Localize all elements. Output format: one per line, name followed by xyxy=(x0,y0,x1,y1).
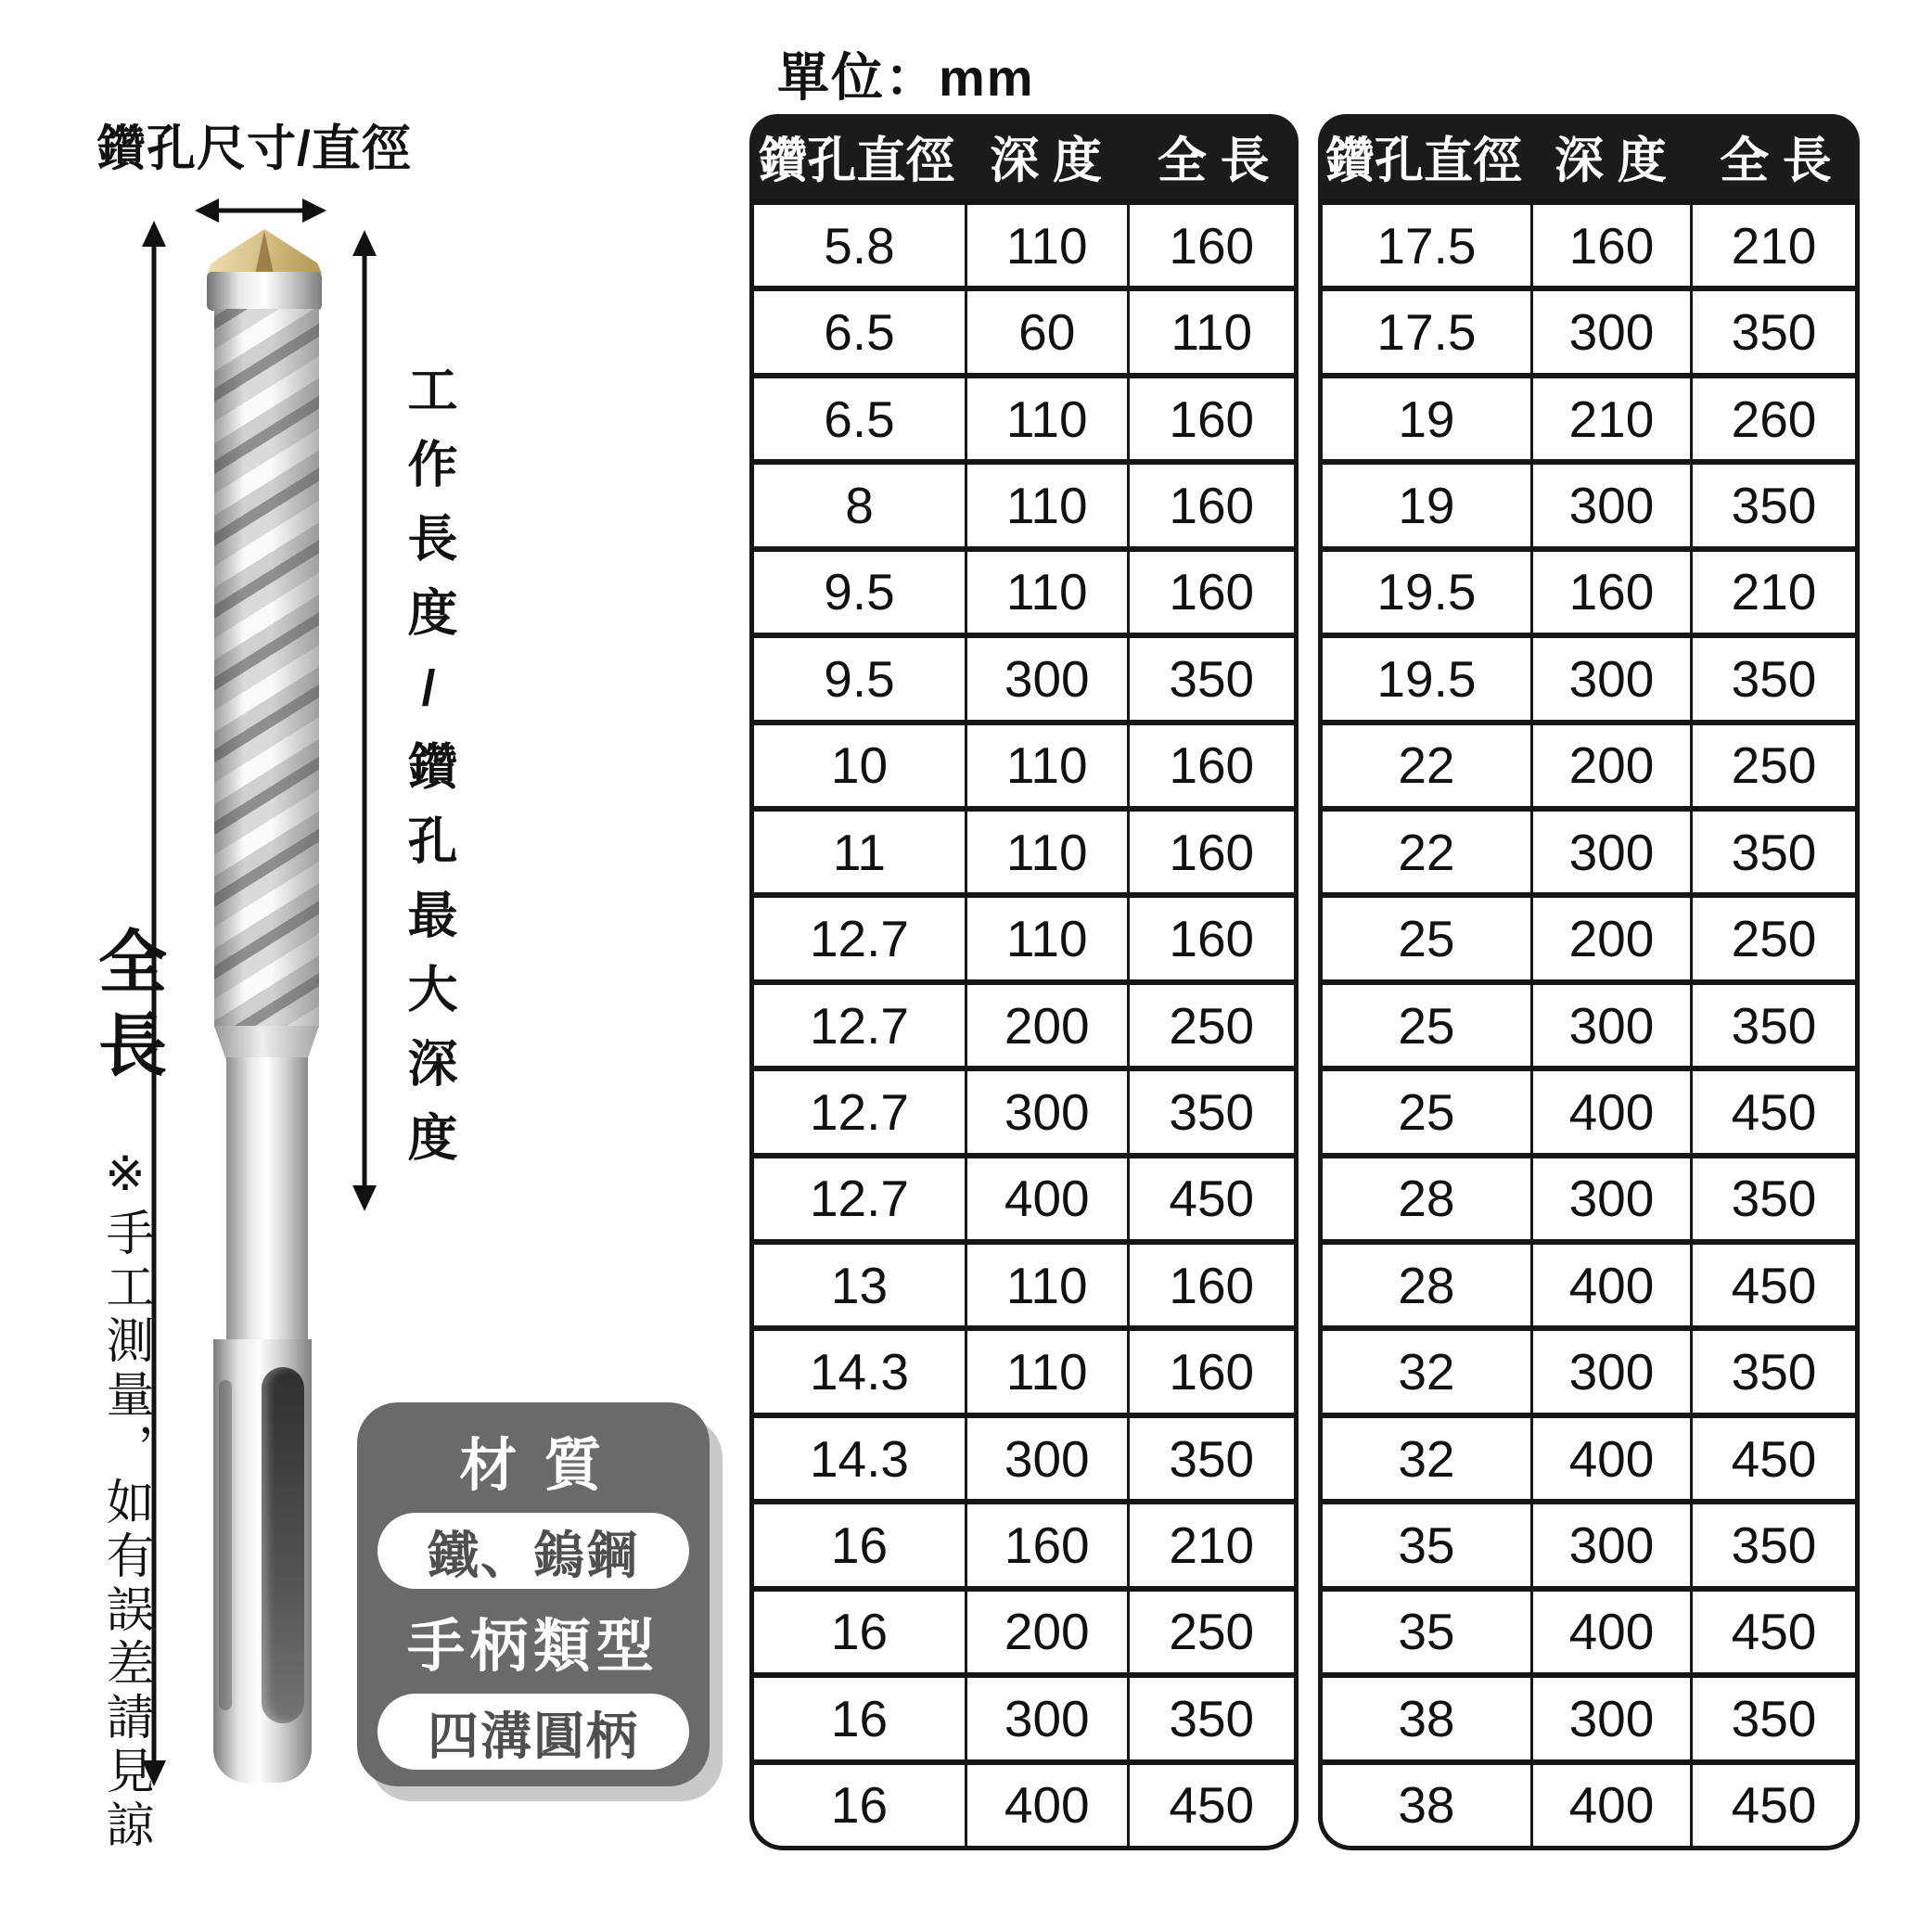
cell-depth: 300 xyxy=(1530,985,1690,1066)
cell-depth: 110 xyxy=(965,378,1127,459)
table-row xyxy=(1323,199,1855,286)
cell-diameter: 25 xyxy=(1398,910,1455,968)
diameter-arrow-icon xyxy=(193,191,328,230)
cell-total-length: 160 xyxy=(1127,725,1294,806)
cell-depth: 400 xyxy=(1530,1592,1690,1672)
cell-total-length: 450 xyxy=(1127,1765,1294,1846)
table-row xyxy=(1323,892,1855,979)
table-row xyxy=(754,806,1294,892)
cell-diameter: 22 xyxy=(1398,823,1455,881)
cell-diameter: 14.3 xyxy=(809,1343,909,1401)
cell-total-length: 450 xyxy=(1690,1245,1855,1325)
cell-depth: 400 xyxy=(1530,1418,1690,1499)
cell-diameter: 16 xyxy=(830,1776,889,1835)
table-row xyxy=(1323,720,1855,806)
drill-head xyxy=(207,272,322,311)
header-depth: 深 度 xyxy=(1554,134,1667,188)
cell-depth: 300 xyxy=(1530,638,1690,719)
sds-groove xyxy=(262,1367,304,1723)
cell-diameter: 12.7 xyxy=(809,910,909,968)
total-length-label: 全長 xyxy=(89,926,166,1093)
table-row xyxy=(754,1672,1294,1759)
cell-depth: 300 xyxy=(1530,291,1690,372)
table-row xyxy=(1323,459,1855,545)
drill-carbide-tip xyxy=(207,229,322,274)
table-header xyxy=(749,114,1299,199)
cell-diameter: 8 xyxy=(845,476,874,534)
header-diameter: 鑽孔直徑 xyxy=(1324,134,1522,188)
spec-table-right xyxy=(1318,114,1860,1850)
cell-diameter: 38 xyxy=(1398,1689,1455,1747)
cell-diameter: 12.7 xyxy=(809,1170,909,1228)
cell-depth: 160 xyxy=(1530,552,1690,633)
header-total-length: 全 長 xyxy=(1720,134,1832,188)
cell-diameter: 25 xyxy=(1398,996,1455,1055)
cell-depth: 300 xyxy=(965,1071,1127,1152)
cell-depth: 200 xyxy=(965,1592,1127,1672)
cell-total-length: 250 xyxy=(1127,1592,1294,1672)
total-length-arrow-icon xyxy=(132,219,176,1788)
cell-diameter: 35 xyxy=(1398,1603,1455,1661)
cell-depth: 400 xyxy=(965,1765,1127,1846)
table-row xyxy=(754,1066,1294,1152)
cell-total-length: 260 xyxy=(1690,378,1855,459)
cell-depth: 300 xyxy=(1530,1504,1690,1585)
working-length-label: 工作長度/鑽孔最大深度 xyxy=(401,364,456,1185)
material-info-box xyxy=(357,1402,710,1786)
cell-diameter: 14.3 xyxy=(809,1429,909,1488)
cell-depth: 200 xyxy=(1530,725,1690,806)
cell-diameter: 32 xyxy=(1398,1343,1455,1401)
cell-diameter: 19 xyxy=(1398,476,1455,534)
table-row xyxy=(1323,286,1855,372)
table-row xyxy=(754,892,1294,979)
cell-depth: 110 xyxy=(965,465,1127,545)
table-body xyxy=(749,199,1299,1850)
cell-depth: 300 xyxy=(1530,1678,1690,1759)
table-body xyxy=(1318,199,1860,1850)
cell-diameter: 9.5 xyxy=(824,649,895,708)
cell-total-length: 210 xyxy=(1690,205,1855,286)
table-row xyxy=(1323,1325,1855,1412)
table-row xyxy=(1323,806,1855,892)
cell-diameter: 10 xyxy=(830,736,889,795)
material-value: 鐵、鎢鋼 xyxy=(377,1513,689,1589)
cell-diameter: 19.5 xyxy=(1376,563,1477,621)
cell-total-length: 350 xyxy=(1690,638,1855,719)
cell-depth: 110 xyxy=(965,1245,1127,1325)
table-row xyxy=(1323,1239,1855,1325)
cell-depth: 110 xyxy=(965,898,1127,979)
cell-diameter: 17.5 xyxy=(1376,303,1477,362)
cell-total-length: 250 xyxy=(1127,985,1294,1066)
cell-depth: 110 xyxy=(965,812,1127,892)
cell-total-length: 450 xyxy=(1690,1765,1855,1846)
table-row xyxy=(1323,546,1855,633)
cell-total-length: 450 xyxy=(1690,1592,1855,1672)
cell-total-length: 350 xyxy=(1127,638,1294,719)
manual-measurement-note: ※手工測量，如有誤差請見諒 xyxy=(98,1146,152,1853)
cell-total-length: 450 xyxy=(1690,1418,1855,1499)
cell-depth: 200 xyxy=(965,985,1127,1066)
table-row xyxy=(1323,1586,1855,1672)
cell-total-length: 210 xyxy=(1690,552,1855,633)
cell-depth: 300 xyxy=(965,638,1127,719)
cell-depth: 400 xyxy=(1530,1245,1690,1325)
cell-diameter: 16 xyxy=(830,1516,889,1575)
table-row xyxy=(1323,1066,1855,1152)
table-row xyxy=(754,199,1294,286)
table-row xyxy=(754,633,1294,719)
table-row xyxy=(754,546,1294,633)
cell-total-length: 160 xyxy=(1127,465,1294,545)
cell-diameter: 6.5 xyxy=(824,390,895,448)
cell-total-length: 250 xyxy=(1690,725,1855,806)
cell-total-length: 160 xyxy=(1127,898,1294,979)
cell-total-length: 350 xyxy=(1690,812,1855,892)
cell-depth: 300 xyxy=(965,1678,1127,1759)
cell-total-length: 350 xyxy=(1690,1158,1855,1239)
cell-total-length: 350 xyxy=(1127,1418,1294,1499)
table-row xyxy=(754,459,1294,545)
cell-depth: 400 xyxy=(1530,1765,1690,1846)
cell-diameter: 12.7 xyxy=(809,996,909,1055)
cell-diameter: 16 xyxy=(830,1603,889,1661)
drill-neck xyxy=(214,1026,319,1059)
cell-depth: 160 xyxy=(965,1504,1127,1585)
table-row xyxy=(754,1586,1294,1672)
header-diameter: 鑽孔直徑 xyxy=(758,134,955,188)
cell-diameter: 6.5 xyxy=(824,303,895,362)
cell-total-length: 350 xyxy=(1690,465,1855,545)
drill-diameter-label: 鑽孔尺寸/直徑 xyxy=(96,122,412,176)
unit-label: 單位：mm xyxy=(777,48,1035,107)
cell-total-length: 350 xyxy=(1690,1504,1855,1585)
cell-total-length: 110 xyxy=(1127,291,1294,372)
table-row xyxy=(754,1153,1294,1239)
cell-total-length: 450 xyxy=(1690,1071,1855,1152)
cell-diameter: 13 xyxy=(830,1256,889,1314)
cell-total-length: 160 xyxy=(1127,205,1294,286)
table-row xyxy=(754,1499,1294,1585)
cell-depth: 300 xyxy=(1530,465,1690,545)
cell-diameter: 16 xyxy=(830,1689,889,1747)
cell-total-length: 160 xyxy=(1127,812,1294,892)
cell-depth: 110 xyxy=(965,205,1127,286)
cell-total-length: 350 xyxy=(1690,985,1855,1066)
drill-shank xyxy=(226,1057,308,1341)
table-row xyxy=(754,1325,1294,1412)
cell-diameter: 28 xyxy=(1398,1256,1455,1314)
cell-total-length: 450 xyxy=(1127,1158,1294,1239)
table-row xyxy=(1323,373,1855,459)
table-row xyxy=(754,720,1294,806)
cell-depth: 300 xyxy=(1530,812,1690,892)
cell-diameter: 9.5 xyxy=(824,563,895,621)
cell-depth: 160 xyxy=(1530,205,1690,286)
table-row xyxy=(1323,1413,1855,1499)
cell-depth: 300 xyxy=(1530,1158,1690,1239)
cell-diameter: 25 xyxy=(1398,1082,1455,1141)
handle-type-value: 四溝圓柄 xyxy=(377,1694,689,1770)
table-row xyxy=(1323,979,1855,1066)
table-header xyxy=(1318,114,1860,199)
spec-table-left xyxy=(749,114,1299,1850)
drill-spiral-flutes xyxy=(214,309,319,1028)
cell-diameter: 12.7 xyxy=(809,1082,909,1141)
cell-depth: 210 xyxy=(1530,378,1690,459)
table-row xyxy=(754,979,1294,1066)
cell-depth: 400 xyxy=(1530,1071,1690,1152)
cell-total-length: 160 xyxy=(1127,1331,1294,1412)
table-row xyxy=(754,1239,1294,1325)
cell-depth: 60 xyxy=(965,291,1127,372)
table-row xyxy=(754,373,1294,459)
cell-total-length: 160 xyxy=(1127,1245,1294,1325)
cell-depth: 110 xyxy=(965,552,1127,633)
cell-diameter: 11 xyxy=(832,823,887,881)
cell-total-length: 350 xyxy=(1127,1071,1294,1152)
handle-type-title: 手柄類型 xyxy=(406,1615,659,1679)
cell-diameter: 19 xyxy=(1398,390,1455,448)
cell-total-length: 250 xyxy=(1690,898,1855,979)
drill-sds-shank xyxy=(213,1339,312,1783)
cell-total-length: 160 xyxy=(1127,378,1294,459)
cell-total-length: 350 xyxy=(1690,291,1855,372)
cell-depth: 400 xyxy=(965,1158,1127,1239)
cell-total-length: 350 xyxy=(1690,1331,1855,1412)
cell-diameter: 17.5 xyxy=(1376,216,1477,275)
header-total-length: 全 長 xyxy=(1157,134,1270,188)
cell-total-length: 350 xyxy=(1127,1678,1294,1759)
cell-total-length: 350 xyxy=(1690,1678,1855,1759)
header-depth: 深 度 xyxy=(990,134,1103,188)
cell-diameter: 5.8 xyxy=(824,216,895,275)
cell-depth: 110 xyxy=(965,725,1127,806)
material-title: 材 質 xyxy=(459,1434,608,1498)
cell-diameter: 22 xyxy=(1398,736,1455,795)
table-row xyxy=(1323,633,1855,719)
table-row xyxy=(1323,1499,1855,1585)
table-row xyxy=(754,1413,1294,1499)
cell-diameter: 19.5 xyxy=(1376,649,1477,708)
table-row xyxy=(1323,1759,1855,1846)
table-row xyxy=(754,1759,1294,1846)
table-row xyxy=(1323,1153,1855,1239)
cell-total-length: 210 xyxy=(1127,1504,1294,1585)
cell-diameter: 35 xyxy=(1398,1516,1455,1575)
cell-diameter: 38 xyxy=(1398,1776,1455,1835)
table-row xyxy=(1323,1672,1855,1759)
table-row xyxy=(754,286,1294,372)
cell-depth: 300 xyxy=(1530,1331,1690,1412)
cell-total-length: 160 xyxy=(1127,552,1294,633)
working-length-arrow-icon xyxy=(342,228,387,1213)
cell-depth: 110 xyxy=(965,1331,1127,1412)
cell-diameter: 28 xyxy=(1398,1170,1455,1228)
cell-diameter: 32 xyxy=(1398,1429,1455,1488)
cell-depth: 200 xyxy=(1530,898,1690,979)
cell-depth: 300 xyxy=(965,1418,1127,1499)
